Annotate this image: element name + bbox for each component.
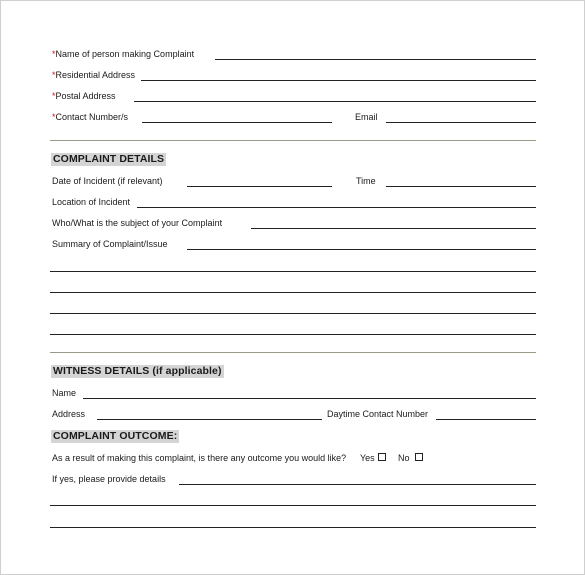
email-field[interactable] <box>386 122 536 123</box>
contact-number-field[interactable] <box>142 122 332 123</box>
postal-address-label <box>52 91 116 102</box>
postal-address-field[interactable] <box>134 101 536 102</box>
name-label-text: Name of person making Complaint <box>55 49 195 59</box>
yes-label: Yes <box>360 453 375 463</box>
details-field[interactable] <box>179 484 536 485</box>
details-label: If yes, please provide details <box>52 474 166 484</box>
witness-address-field[interactable] <box>97 419 322 420</box>
summary-field[interactable] <box>187 249 536 250</box>
details-line[interactable] <box>50 527 536 528</box>
summary-line[interactable] <box>50 292 536 293</box>
witness-name-label: Name <box>52 388 77 398</box>
date-of-incident-field[interactable] <box>187 186 332 187</box>
email-label: Email <box>355 112 378 122</box>
residential-address-label-text: Residential Address <box>55 70 136 80</box>
complaint-outcome-heading: COMPLAINT OUTCOME: <box>53 430 178 442</box>
required-mark: * <box>52 112 56 122</box>
required-mark: * <box>52 70 56 80</box>
time-label: Time <box>356 176 376 186</box>
name-label <box>52 49 194 60</box>
witness-name-field[interactable] <box>83 398 536 399</box>
time-field[interactable] <box>386 186 536 187</box>
section-divider <box>50 352 536 353</box>
witness-details-heading: WITNESS DETAILS (if applicable) <box>53 365 222 377</box>
section-divider <box>50 140 536 141</box>
contact-number-label-text: Contact Number/s <box>55 112 129 122</box>
location-field[interactable] <box>137 207 536 208</box>
witness-address-label: Address <box>52 409 86 419</box>
details-line[interactable] <box>50 505 536 506</box>
daytime-contact-label: Daytime Contact Number <box>327 409 429 419</box>
complaint-details-heading: COMPLAINT DETAILS <box>53 153 165 165</box>
summary-label: Summary of Complaint/Issue <box>52 239 168 249</box>
subject-label: Who/What is the subject of your Complaint <box>52 218 223 228</box>
contact-number-label <box>52 112 128 123</box>
summary-line[interactable] <box>50 334 536 335</box>
summary-line[interactable] <box>50 313 536 314</box>
postal-address-label-text: Postal Address <box>55 91 116 101</box>
required-mark: * <box>52 91 56 101</box>
residential-address-field[interactable] <box>141 80 536 81</box>
required-mark: * <box>52 49 56 59</box>
subject-field[interactable] <box>251 228 536 229</box>
date-of-incident-label: Date of Incident (if relevant) <box>52 176 163 186</box>
no-option[interactable] <box>398 453 423 464</box>
residential-address-label <box>52 70 135 81</box>
yes-option[interactable] <box>360 453 386 464</box>
yes-checkbox[interactable] <box>378 453 386 461</box>
summary-line[interactable] <box>50 271 536 272</box>
name-field[interactable] <box>215 59 536 60</box>
no-checkbox[interactable] <box>415 453 423 461</box>
location-label: Location of Incident <box>52 197 131 207</box>
daytime-contact-field[interactable] <box>436 419 536 420</box>
outcome-question: As a result of making this complaint, is there any outcome you would like? <box>52 453 347 463</box>
no-label: No <box>398 453 410 463</box>
